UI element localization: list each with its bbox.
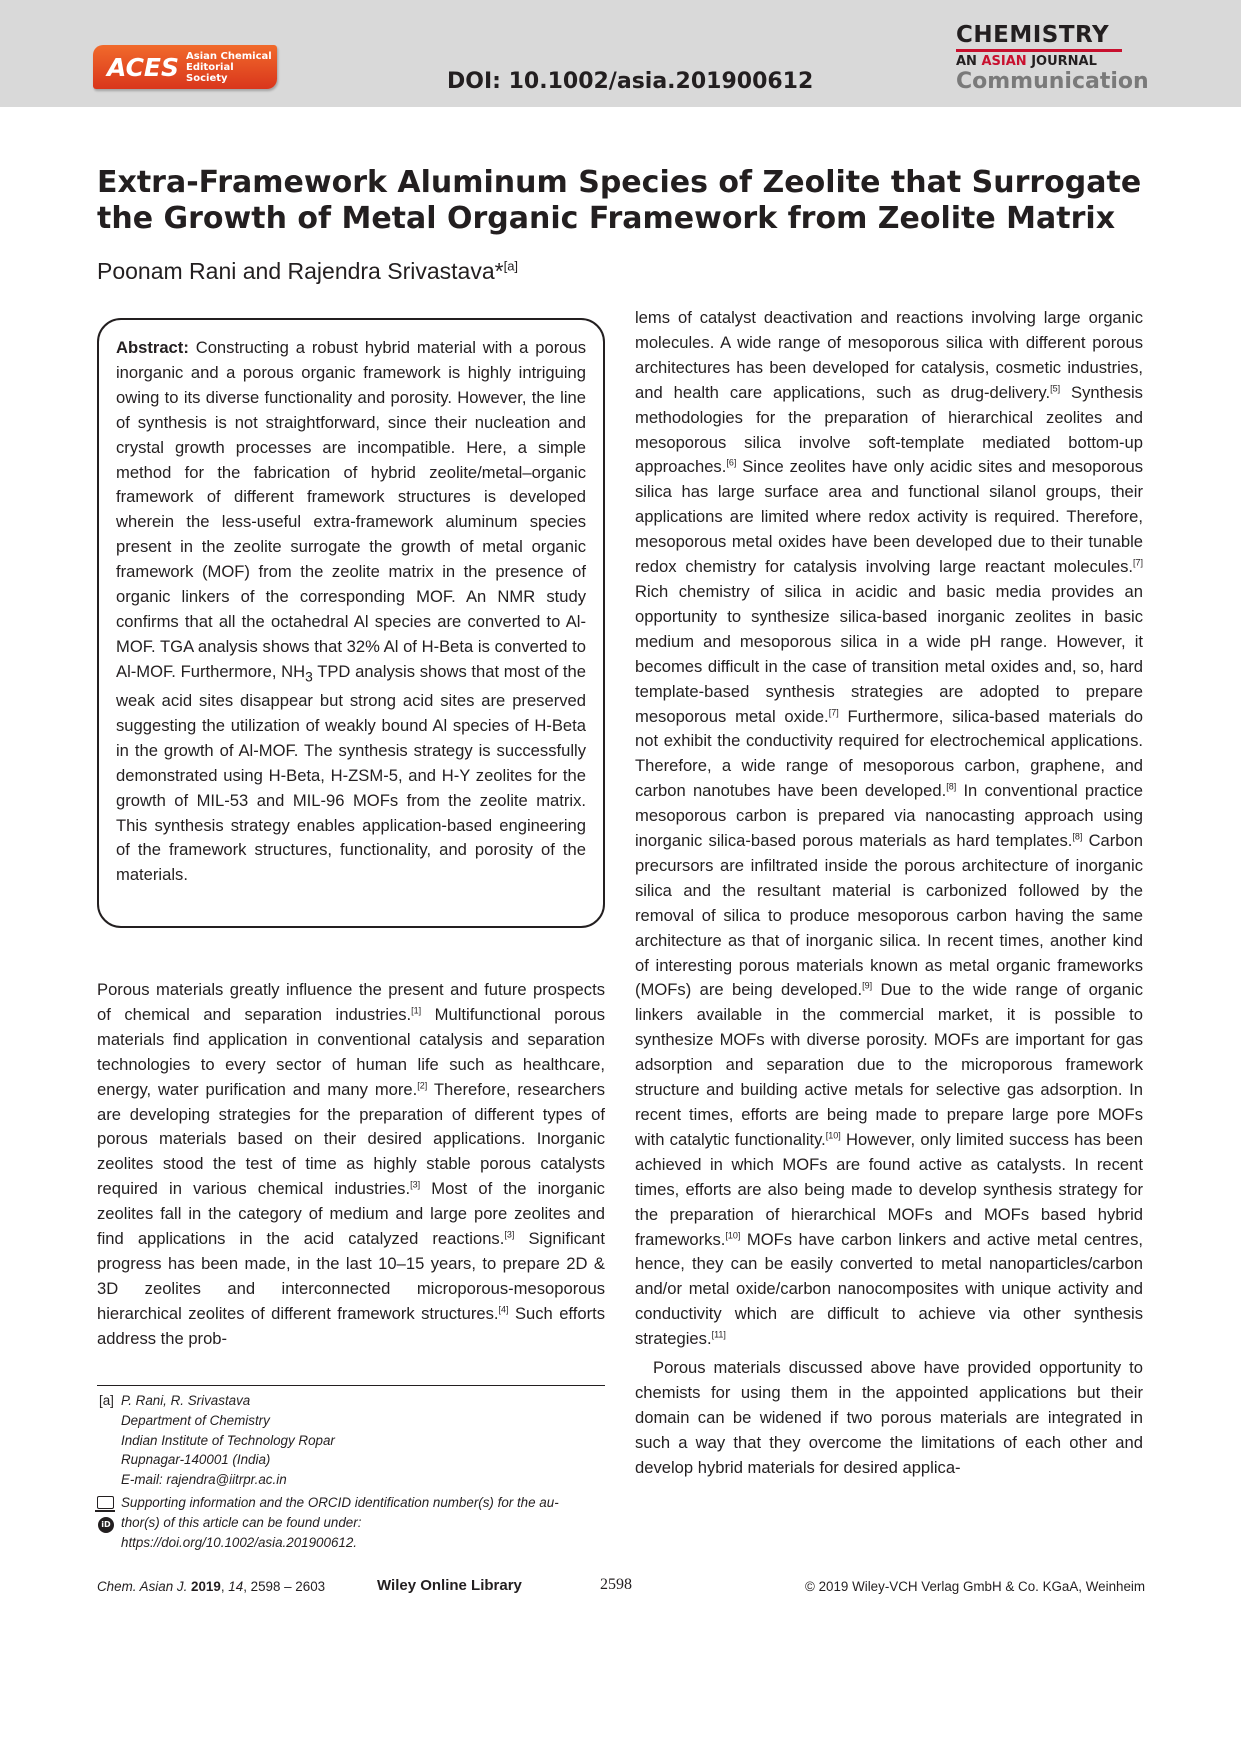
supporting-info-note — [97, 1493, 605, 1552]
body-column-right — [635, 306, 1143, 1481]
body-paragraph: Porous materials greatly influence the present and future prospects of chemical and separation industries.[1] Multifunctional porous materials find application in conventional catalysis and separation technologies to every sector of human life such as healthcare, energy, water purification and many more.[2] Therefore, researchers are developing strategies for the preparation of different types of porous materials based on their desired applications. Inorganic zeolites stood the test of time as highly stable porous catalysts required in various chemical industries.[3] Most of the inorganic zeolites fall in the category of medium and large pore zeolites and find applications in the acid catalyzed reactions.[3] Significant progress has been made, in the last 10–15 years, to prepare 2D & 3D zeolites and interconnected microporous-mesoporous hierarchical zeolites of different framework structures.[4] Such efforts address the prob- — [97, 980, 606, 1348]
orcid-icon: iD — [98, 1517, 114, 1533]
citation-ref[interactable]: [3] — [504, 1229, 515, 1240]
citation-ref[interactable]: [1] — [411, 1005, 422, 1016]
affiliation-authors: P. Rani, R. Srivastava — [121, 1393, 251, 1408]
affiliation-address: Rupnagar-140001 (India) — [121, 1452, 271, 1468]
journal-subtitle — [956, 54, 1146, 70]
footer-pages: , 2598 – 2603 — [243, 1579, 326, 1594]
footer-year: 2019 — [191, 1579, 221, 1594]
journal-sub-an: AN — [956, 54, 977, 69]
citation-ref[interactable]: [10] — [725, 1230, 741, 1240]
citation-ref[interactable]: [8] — [1072, 831, 1083, 842]
footer-journal: Chem. Asian J. — [97, 1579, 188, 1594]
affiliation-email[interactable]: E-mail: rajendra@iitrpr.ac.in — [121, 1472, 287, 1488]
journal-sub-journal: JOURNAL — [1031, 54, 1097, 69]
abstract-text — [116, 336, 586, 888]
abstract-label: Abstract: — [116, 338, 189, 357]
citation-ref[interactable]: [11] — [711, 1329, 726, 1340]
author-affil-mark: [a] — [503, 258, 519, 274]
aces-logo[interactable] — [93, 45, 277, 89]
authors-text: Poonam Rani and Rajendra Srivastava* — [97, 258, 504, 284]
body-paragraph: Porous materials discussed above have provided opportunity to chemists for using them in the appointed applications but their domain can be widened if two porous materials are integrated in such a way that they overcome the limitations of each other and develop hybrid materials for desired applica- — [635, 1358, 1143, 1477]
article-type: Communication — [956, 69, 1149, 94]
citation-ref[interactable]: [2] — [417, 1080, 428, 1091]
journal-sub-asian: ASIAN — [981, 54, 1027, 69]
citation-ref[interactable]: [6] — [726, 457, 737, 468]
support-line-2: thor(s) of this article can be found under: — [121, 1514, 362, 1530]
abstract-box — [97, 318, 605, 928]
support-line-1: Supporting information and the ORCID identification number(s) for the au- — [121, 1495, 559, 1510]
citation-ref[interactable]: [10] — [825, 1130, 841, 1141]
author-list — [97, 258, 518, 285]
logo-word: ACES — [107, 52, 180, 82]
footer-volume: 14 — [228, 1579, 244, 1594]
abstract-part-1: Constructing a robust hybrid material with a porous inorganic and a porous organic framework is highly intriguing owing to its diverse functionality and porosity. However, the line of synthesis is not straightforward, since their nucleation and crystal growth processes are incompatible. Here, a simple method for the fabrication of hybrid zeolite/metal–organic framework of different framework structures is developed wherein the less-useful extra-framework aluminum species present in the zeolite surrogate the growth of metal organic framework (MOF) from the zeolite matrix in the presence of organic linkers of the corresponding MOF. An NMR study confirms that all the octahedral Al species are converted to Al-MOF. TGA analysis shows that 32% Al of H-Beta is converted to Al-MOF. Furthermore, NH — [116, 338, 586, 681]
laptop-icon — [97, 1496, 114, 1509]
affiliation-institute: Indian Institute of Technology Ropar — [121, 1432, 335, 1448]
citation-ref[interactable]: [8] — [946, 781, 957, 792]
abstract-subscript: 3 — [305, 668, 313, 685]
logo-sub-line-2: Editorial Society — [186, 61, 234, 84]
article-title: Extra-Framework Aluminum Species of Zeolite that Surrogate the Growth of Metal Organic Framework from Zeolite Matrix — [97, 165, 1142, 236]
footnote-divider — [97, 1385, 605, 1386]
body-column-left — [97, 978, 605, 1352]
journal-name: CHEMISTRY — [956, 22, 1110, 48]
doi-link[interactable]: DOI: 10.1002/asia.201900612 — [447, 69, 814, 94]
body-paragraph: lems of catalyst deactivation and reactions involving large organic molecules. A wide range of mesoporous silica with different porous architectures has been developed for catalysis, cosmetic industries, and health care applications, such as drug-delivery.[5] Synthesis methodologies for the preparation of hierarchical zeolites and mesoporous silica involve soft-template mediated bottom-up approaches.[6] Since zeolites have only acidic sites and mesoporous silica has large surface area and functional silanol groups, their applications are limited where redox activity is required. Therefore, mesoporous metal oxides have been developed due to their tunable redox chemistry for catalysis involving large reactant molecules.[7] Rich chemistry of silica in acidic and basic media provides an opportunity to synthesize silica-based inorganic zeolites in basic medium and mesoporous silica in a wide pH range. However, it becomes difficult in the case of transition metal oxides and, so, hard template-based synthesis strategies are adopted to prepare mesoporous metal oxide.[7] Furthermore, silica-based materials do not exhibit the conductivity required for electrochemical applications. Therefore, a wide range of mesoporous carbon, graphene, and carbon nanotubes have been developed.[8] In conventional practice mesoporous carbon is prepared via nanocasting approach using inorganic silica-based porous materials as hard templates.[8] Carbon precursors are infiltrated inside the porous architecture of inorganic silica and the resultant material is carbonized followed by the removal of silica to produce mesoporous carbon having the same architecture as that of inorganic silica. In recent times, another kind of interesting porous materials known as metal organic frameworks (MOFs) are being developed.[9] Due to the wide range of organic linkers available in the commercial market, it is possible to synthesize MOFs with diverse porosity. MOFs are important for gas adsorption and separation due to the microporous framework structure and building active metals for selective gas adsorption. In recent times, efforts are being made to prepare large pore MOFs with catalytic functionality.[10] However, only limited success has been achieved in which MOFs are found active as catalysts. In recent times, efforts are also being made to develop synthesis strategy for the preparation of hierarchical MOFs and MOFs based hybrid frameworks.[10] MOFs have carbon linkers and active metal centres, hence, they can be easily converted to metal nanoparticles/carbon and/or metal oxide/carbon nanocomposites with unique activity and conductivity which are difficult to achieve via other synthesis strategies.[11] — [635, 308, 1144, 1349]
journal-masthead — [956, 22, 1149, 94]
affiliation-footnote — [97, 1391, 605, 1490]
citation-ref[interactable]: [7] — [1132, 557, 1143, 568]
footer-citation: Chem. Asian J. 2019, 14, 2598 – 2603 — [97, 1579, 326, 1594]
citation-ref[interactable]: [4] — [498, 1304, 509, 1315]
support-link[interactable]: https://doi.org/10.1002/asia.201900612. — [121, 1534, 358, 1550]
abstract-part-2: TPD analysis shows that most of the weak acid sites disappear but strong acid sites are preserved suggesting the utilization of weakly bound Al species of H-Beta in the growth of Al-MOF. The synthesis strategy is successfully demonstrated using H-Beta, H-ZSM-5, and H-Y zeolites for the growth of MIL-53 and MIL-96 MOFs from the zeolite matrix. This synthesis strategy enables application-based engineering of the framework structures, functionality, and porosity of the materials. — [116, 661, 586, 885]
citation-ref[interactable]: [9] — [862, 980, 873, 991]
affiliation-department: Department of Chemistry — [121, 1412, 270, 1428]
citation-ref[interactable]: [7] — [828, 706, 839, 717]
wiley-online-library-link[interactable]: Wiley Online Library — [377, 1577, 522, 1594]
citation-ref[interactable]: [5] — [1050, 383, 1061, 394]
copyright-notice: © 2019 Wiley-VCH Verlag GmbH & Co. KGaA, Weinheim — [805, 1579, 1146, 1594]
logo-subtitle — [186, 51, 277, 84]
logo-sub-line-1: Asian Chemical — [186, 50, 272, 62]
journal-rule — [956, 49, 1122, 52]
citation-ref[interactable]: [3] — [410, 1179, 421, 1190]
page-number: 2598 — [600, 1576, 632, 1593]
affiliation-mark: [a] — [99, 1393, 114, 1408]
